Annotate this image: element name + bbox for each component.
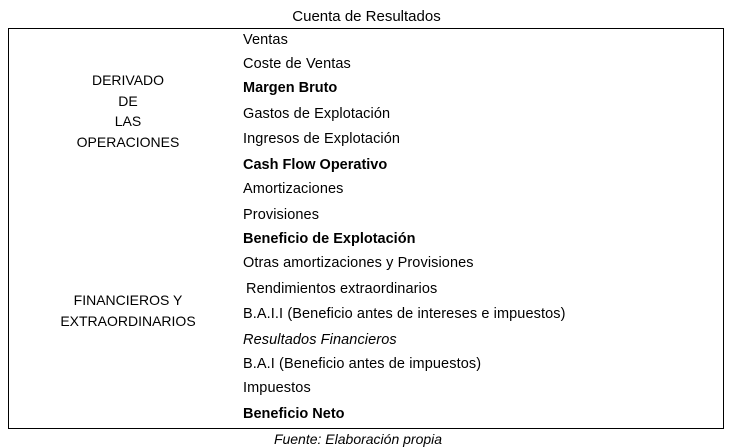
group-label-line: LAS: [114, 113, 142, 129]
row-impuestos: Impuestos: [243, 380, 311, 396]
row-margen-bruto: Margen Bruto: [243, 80, 338, 96]
row-ventas: Ventas: [243, 32, 288, 48]
row-baii: B.A.I.I (Beneficio antes de intereses e impuestos): [243, 306, 566, 322]
source-caption: Fuente: Elaboración propia: [273, 431, 443, 447]
row-bai: B.A.I (Beneficio antes de impuestos): [243, 356, 482, 372]
row-rendimientos-extraordinarios: Rendimientos extraordinarios: [246, 281, 438, 297]
row-otras-amortizaciones: Otras amortizaciones y Provisiones: [243, 255, 474, 271]
row-provisiones: Provisiones: [243, 207, 320, 223]
group-label-operations: [40, 70, 216, 152]
group-label-line: OPERACIONES: [76, 133, 180, 150]
group-label-line: DERIVADO: [91, 72, 165, 88]
row-beneficio-neto: Beneficio Neto: [243, 406, 345, 422]
group-label-line: EXTRAORDINARIOS: [60, 312, 196, 329]
table-title: Cuenta de Resultados: [292, 8, 441, 25]
group-label-line: FINANCIEROS Y: [73, 292, 183, 308]
group-label-financial: [40, 290, 216, 331]
row-amortizaciones: Amortizaciones: [243, 181, 344, 197]
row-cash-flow-operativo: Cash Flow Operativo: [243, 157, 388, 173]
row-ingresos-explotacion: Ingresos de Explotación: [243, 131, 401, 147]
group-label-line: DE: [118, 92, 138, 109]
row-beneficio-explotacion: Beneficio de Explotación: [243, 231, 416, 247]
row-coste-ventas: Coste de Ventas: [243, 56, 351, 72]
row-gastos-explotacion: Gastos de Explotación: [243, 106, 391, 122]
row-resultados-financieros: Resultados Financieros: [243, 332, 397, 348]
